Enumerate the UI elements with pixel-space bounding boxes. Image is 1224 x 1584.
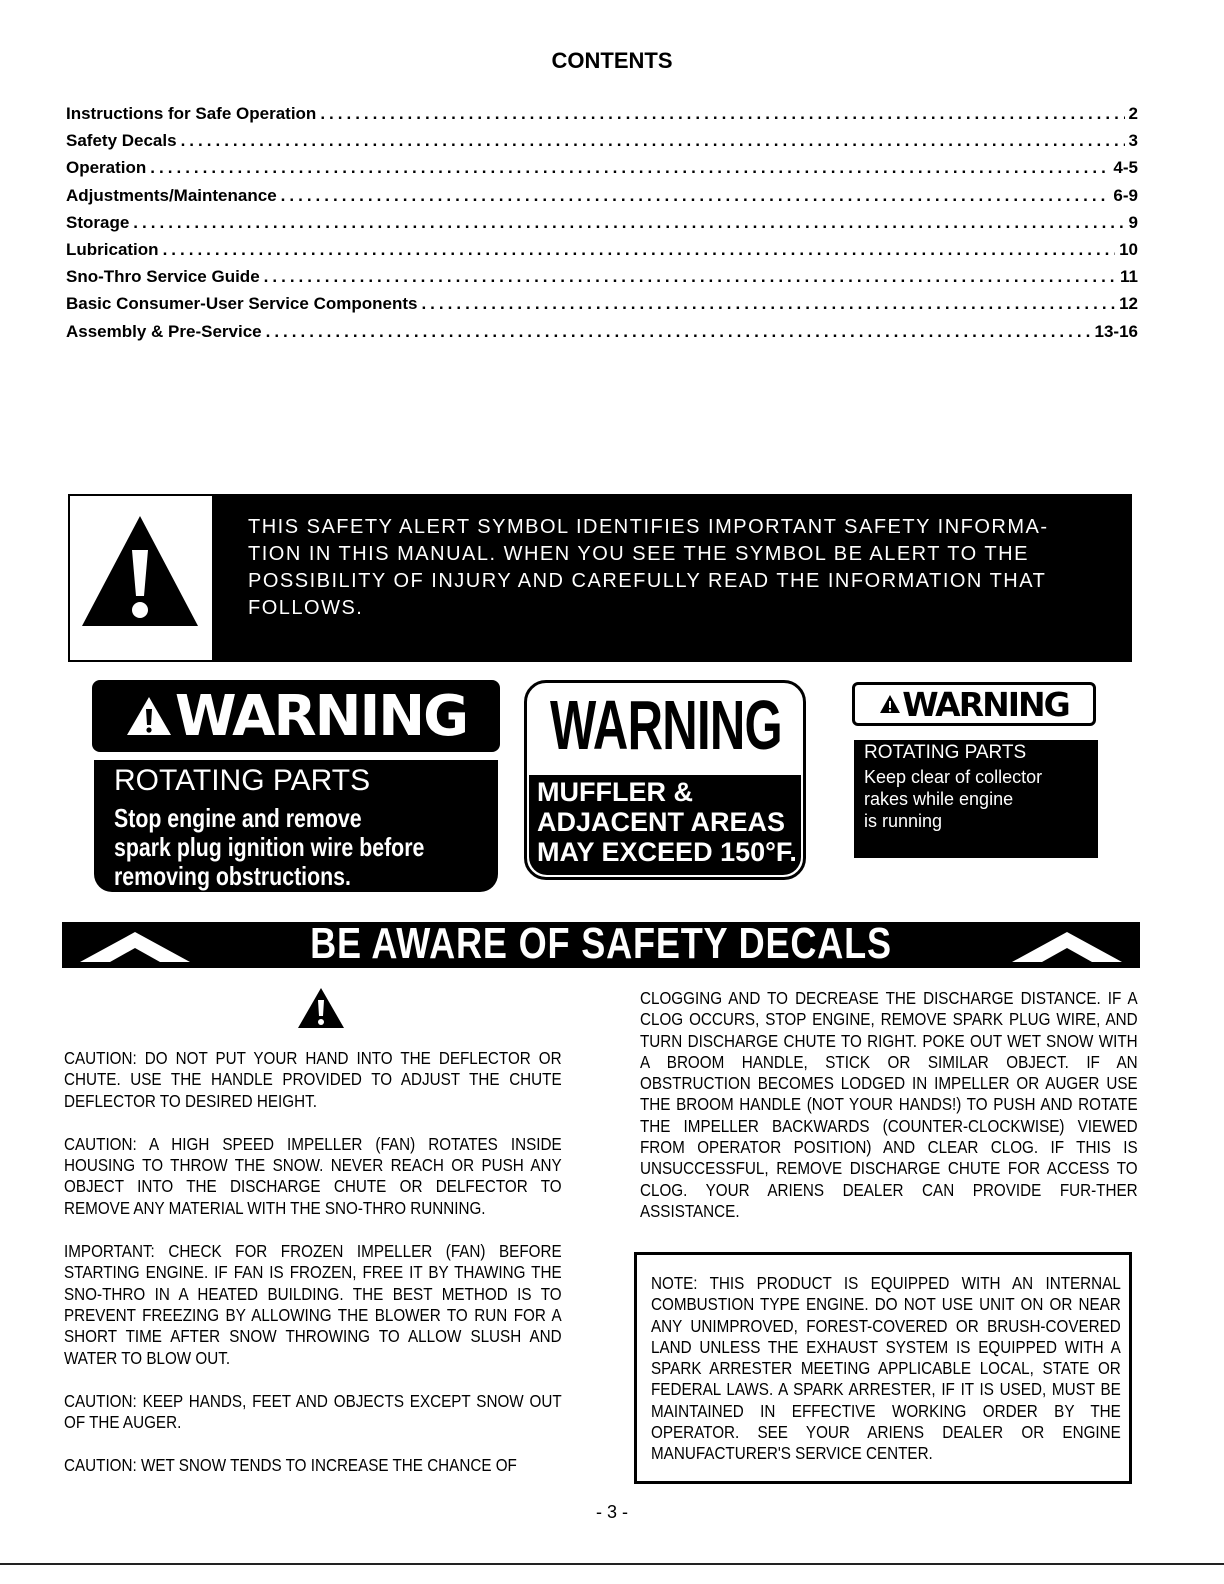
caution-paragraph: CAUTION: KEEP HANDS, FEET AND OBJECTS EXCEPT SNOW OUT OF THE AUGER. [64, 1390, 562, 1433]
decal-text [864, 766, 1042, 832]
decal-text [537, 777, 797, 867]
page-number: - 3 - [595, 1502, 628, 1522]
warning-triangle-icon [296, 986, 346, 1030]
warning-header [852, 682, 1096, 726]
decal-line: is running [864, 811, 943, 831]
collector-rakes-decal [852, 682, 1098, 858]
decal-title: ROTATING PARTS [864, 742, 1027, 763]
toc-entry[interactable] [66, 158, 1138, 185]
warning-header-label: WARNING [174, 683, 468, 749]
toc-leader-dots [264, 267, 1116, 287]
decal-line: removing obstructions. [114, 861, 351, 891]
toc-leader-dots [133, 213, 1124, 233]
toc-entry-page: 10 [1119, 239, 1138, 259]
warning-triangle-icon [879, 694, 901, 714]
decal-body [529, 775, 801, 875]
toc-leader-dots [320, 104, 1124, 124]
safety-alert-text [248, 514, 1108, 622]
toc-leader-dots [281, 186, 1110, 206]
bottom-rule [0, 1563, 1224, 1565]
toc-leader-dots [150, 158, 1109, 178]
alert-line: THIS SAFETY ALERT SYMBOL IDENTIFIES IMPORTANT SAFETY INFORMA- [248, 516, 1049, 538]
warning-triangle-icon [70, 496, 214, 660]
toc-entry-label: Adjustments/Maintenance [66, 185, 277, 205]
toc-entry-label: Safety Decals [66, 131, 177, 151]
muffler-decal [524, 680, 806, 880]
alert-line: TION IN THIS MANUAL. WHEN YOU SEE THE SYMBOL BE ALERT TO THE [248, 543, 1029, 565]
table-of-contents [66, 104, 1138, 349]
toc-entry-page: 9 [1128, 212, 1138, 232]
toc-entry-label: Assembly & Pre-Service [66, 321, 262, 341]
safety-alert-box [68, 494, 1132, 662]
warning-triangle-icon [125, 694, 173, 738]
decal-line: ADJACENT AREAS [537, 807, 786, 837]
right-column-text: CLOGGING AND TO DECREASE THE DISCHARGE DISTANCE. IF A CLOG OCCURS, STOP ENGINE, REMOVE SPARK PLUG WIRE, AND TURN DISCHARGE CHUTE TO RIGHT. POKE OUT WET SNOW WITH A BROOM HANDLE, STICK OR SIMILAR OBJECT. IF AN OBSTRUCTION BECOMES LODGED IN IMPELLER OR AUGER USE THE BROOM HANDLE (NOT YOUR HANDS!) TO PUSH AND ROTATE THE IMPELLER BACKWARDS (COUNTER-CLOCKWISE) VIEWED FROM OPERATOR POSITION) AND CLEAR CLOG. IF THIS IS UNSUCCESSFUL, REMOVE DISCHARGE CHUTE FOR ACCESS TO CLOG. YOUR ARIENS DEALER CAN PROVIDE FUR-THER ASSISTANCE. [640, 988, 1138, 1221]
decal-line: rakes while engine [864, 789, 1014, 809]
toc-entry-page: 12 [1119, 294, 1138, 314]
toc-leader-dots [163, 240, 1116, 260]
contents-title: CONTENTS [551, 48, 673, 73]
toc-entry-label: Sno-Thro Service Guide [66, 267, 260, 287]
toc-entry[interactable] [66, 240, 1138, 267]
toc-leader-dots [181, 131, 1125, 151]
rotating-parts-decal [92, 680, 500, 892]
toc-entry-label: Instructions for Safe Operation [66, 104, 317, 123]
alert-line: FOLLOWS. [248, 597, 364, 619]
warning-header-label: WARNING [902, 684, 1069, 724]
toc-entry-page: 6-9 [1113, 185, 1138, 205]
toc-entry-page: 3 [1128, 131, 1138, 151]
toc-entry-page: 13-16 [1094, 321, 1138, 341]
warning-header: WARNING [550, 686, 782, 764]
toc-entry[interactable] [66, 294, 1138, 321]
toc-leader-dots [266, 322, 1091, 342]
decal-line: Keep clear of collector [864, 767, 1043, 787]
decal-line: spark plug ignition wire before [114, 832, 425, 862]
toc-entry[interactable] [66, 267, 1138, 294]
decal-line: MAY EXCEED 150°F. [537, 837, 797, 867]
toc-entry-label: Operation [66, 158, 147, 178]
banner-title: BE AWARE OF SAFETY DECALS [310, 919, 892, 968]
toc-entry-label: Storage [66, 212, 130, 232]
toc-entry-page: 11 [1120, 267, 1138, 287]
caution-paragraph: CAUTION: DO NOT PUT YOUR HAND INTO THE DEFLECTOR OR CHUTE. USE THE HANDLE PROVIDED TO ADJUST THE CHUTE DEFLECTOR TO DESIRED HEIGHT. [64, 1048, 562, 1111]
toc-entry[interactable] [66, 131, 1138, 158]
toc-entry[interactable] [66, 104, 1138, 131]
toc-leader-dots [421, 294, 1115, 314]
arrow-up-icon [1012, 930, 1122, 962]
important-paragraph: IMPORTANT: CHECK FOR FROZEN IMPELLER (FAN) BEFORE STARTING ENGINE. IF FAN IS FROZEN, FREE IT BY THAWING THE SNO-THRO IN A HEATED BUILDING. THE BEST METHOD IS TO PREVENT FREEZING BY ALLOWING THE BLOWER TO RUN FOR A SHORT TIME AFTER SNOW THROWING TO ALLOW SLUSH AND WATER TO BLOW OUT. [64, 1241, 562, 1368]
toc-entry[interactable] [66, 213, 1138, 240]
toc-entry-page: 2 [1128, 104, 1138, 123]
decal-title: ROTATING PARTS [114, 764, 371, 797]
note-text: NOTE: THIS PRODUCT IS EQUIPPED WITH AN INTERNAL COMBUSTION TYPE ENGINE. DO NOT USE UNIT ON OR NEAR ANY UNIMPROVED, FOREST-COVERED OR BRUSH-COVERED LAND UNLESS THE EXHAUST SYSTEM IS EQUIPPED WITH A SPARK ARRESTER MEETING APPLICABLE LOCAL, STATE OR FEDERAL LAWS. A SPARK ARRESTER, IF IT IS USED, MUST BE MAINTAINED IN EFFECTIVE WORKING ORDER BY THE OPERATOR. SEE YOUR ARIENS DEALER OR ENGINE MANUFACTURER'S SERVICE CENTER. [651, 1273, 1121, 1464]
left-column-text [64, 1048, 562, 1499]
warning-header [92, 680, 500, 752]
decal-line: Stop engine and remove [114, 803, 362, 833]
note-box [634, 1252, 1132, 1484]
decal-text [114, 804, 491, 891]
decal-body [94, 760, 498, 892]
toc-entry[interactable] [66, 186, 1138, 213]
toc-entry-label: Lubrication [66, 239, 159, 259]
alert-line: POSSIBILITY OF INJURY AND CAREFULLY READ THE INFORMATION THAT [248, 570, 1047, 592]
decal-line: MUFFLER & [537, 777, 693, 807]
caution-paragraph: CAUTION: WET SNOW TENDS TO INCREASE THE CHANCE OF [64, 1455, 517, 1476]
decal-body [854, 740, 1098, 858]
caution-paragraph: CAUTION: A HIGH SPEED IMPELLER (FAN) ROTATES INSIDE HOUSING TO THROW THE SNOW. NEVER REACH OR PUSH ANY OBJECT INTO THE DISCHARGE CHUTE OR DELFECTOR TO REMOVE ANY MATERIAL WITH THE SNO-THRO RUNNING. [64, 1133, 562, 1218]
safety-decals-banner [62, 919, 1140, 968]
toc-entry-page: 4-5 [1113, 158, 1138, 178]
toc-entry-label: Basic Consumer-User Service Components [66, 294, 418, 314]
toc-entry[interactable] [66, 322, 1138, 349]
